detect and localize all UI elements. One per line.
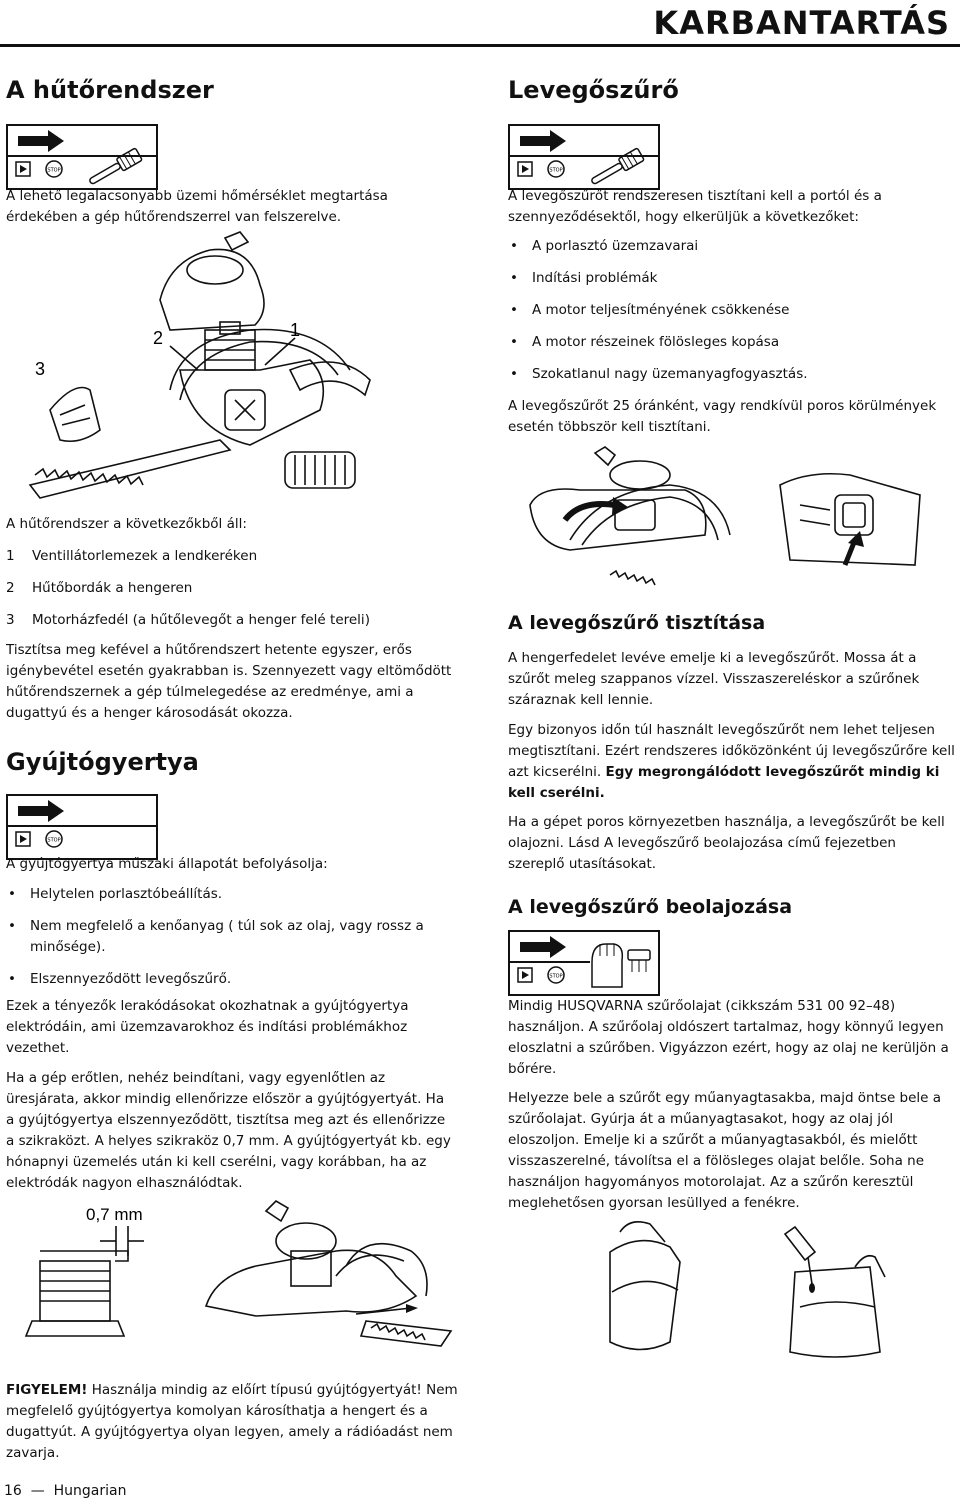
cooling-cleaning-text: Tisztítsa meg kefével a hűtőrendszert hetente egyszer, erős igénybevétel esetén gyakrabban is. Szennyezett vagy eltömődött hűtőrendszernek a gép túlmelegedése az eredménye, ami a dugattyú és a henger károsodását okozza. bbox=[6, 642, 452, 721]
air-filter-problems-list bbox=[508, 236, 948, 396]
oiling-text-1: Mindig HUSQVARNA szűrőolajat (cikkszám 531 00 92–48) használjon. A szűrőolaj oldószert tartalmaz, hogy könnyű legyen eloszlatni a szűrőben. Vigyázzon ezért, hogy az olaj ne kerüljön a bőrére. bbox=[508, 998, 949, 1077]
list-item: • Indítási problémák bbox=[508, 268, 948, 289]
stop-arrow-brush-icon bbox=[8, 126, 156, 188]
component-item: 3 Motorházfedél (a hűtőlevegőt a henger felé tereli) bbox=[6, 612, 370, 628]
svg-text:STOP: STOP bbox=[47, 167, 61, 174]
cooling-intro: A lehető legalacsonyabb üzemi hőmérséklet megtartása érdekében a gép hűtőrendszerrel van felszerelve. bbox=[6, 188, 388, 225]
spark-plug-factors-list bbox=[6, 884, 446, 1001]
cooling-consists-of: A hűtőrendszer a következőkből áll: bbox=[6, 516, 247, 532]
page-header-title: KARBANTARTÁS bbox=[653, 4, 950, 42]
figure-label-2: 2 bbox=[153, 328, 164, 348]
air-filter-interval-text: A levegőszűrőt 25 óránként, vagy rendkívül poros körülmények esetén többször kell tisztítani. bbox=[508, 398, 937, 435]
spark-plug-deposits-text: Ezek a tényezők lerakódásokat okozhatnak a gyújtógyertya elektródáin, ami üzemzavarokhoz és indítási problémákhoz vezethet. bbox=[6, 998, 409, 1056]
air-filter-removal-illustration bbox=[510, 445, 930, 595]
air-filter-cleaning-text-1: A hengerfedelet levéve emelje ki a levegőszűrőt. Mossa át a szűrőt meleg szappanos vízzel. Visszaszereléskor a szűrőnek száraznak kell lennie. bbox=[508, 650, 920, 708]
footer-dash: — bbox=[26, 1483, 50, 1499]
list-item: • A motor teljesítményének csökkenése bbox=[508, 300, 948, 321]
air-filter-intro: A levegőszűrőt rendszeresen tisztítani kell a portól és a szennyeződésektől, hogy elkerüljük a következőket: bbox=[508, 188, 882, 225]
oiling-symbol-box bbox=[508, 930, 660, 996]
component-item: 1 Ventillátorlemezek a lendkeréken bbox=[6, 548, 258, 564]
component-item: 2 Hűtőbordák a hengeren bbox=[6, 580, 193, 596]
list-item: • A motor részeinek fölösleges kopása bbox=[508, 332, 948, 353]
air-filter-cleaning-text-2 bbox=[508, 720, 956, 804]
stop-glove-brush-icon bbox=[510, 932, 658, 994]
svg-text:STOP: STOP bbox=[549, 167, 563, 174]
air-filter-heading: Levegőszűrő bbox=[508, 76, 679, 104]
warning-label: FIGYELEM! bbox=[6, 1382, 88, 1398]
cooling-system-heading: A hűtőrendszer bbox=[6, 76, 214, 104]
oiling-text-2: Helyezze bele a szűrőt egy műanyagtasakba, majd öntse bele a szűrőolajat. Gyúrja át a műanyagtasakot, hogy az olaj jól eloszoljon. Emelje ki a szűrőt a műanyagtasakból, és mielőtt visszaszerelné, távolítsa el a fölösleges olajat belőle. Soha ne használjon hagyományos motorolajat. Az a szűrőn keresztül meglehetősen gyorsan lesüllyed a fenékre. bbox=[508, 1090, 942, 1211]
figure-label-1: 1 bbox=[290, 320, 301, 340]
figure-label-3: 3 bbox=[35, 359, 46, 379]
warning-text: Használja mindig az előírt típusú gyújtógyertyát! Nem megfelelő gyújtógyertya komolyan károsíthatja a hengert és a dugattyút. A gyújtógyertya olyan legyen, amely a rádióadást nem zavarja. bbox=[6, 1382, 458, 1461]
svg-text:STOP: STOP bbox=[549, 973, 563, 980]
engine-cooling-illustration bbox=[20, 230, 420, 500]
page-number: 16 bbox=[4, 1483, 22, 1499]
air-filter-oiling-heading: A levegőszűrő beolajozása bbox=[508, 896, 793, 918]
spark-plug-gap-illustration bbox=[20, 1196, 180, 1346]
replace-warning-text: Egy megrongálódott levegőszűrőt mindig ki kell cserélni. bbox=[508, 764, 940, 801]
maintenance-symbol-box bbox=[6, 124, 158, 190]
list-item: • A porlasztó üzemzavarai bbox=[508, 236, 948, 257]
list-item: • Szokatlanul nagy üzemanyagfogyasztás. bbox=[508, 364, 948, 385]
page-footer bbox=[4, 1483, 126, 1499]
air-filter-oiling-note: Ha a gépet poros környezetben használja, a levegőszűrőt be kell olajozni. Lásd A levegőszűrő beolajozása című fejezetben szereplő utasításokat. bbox=[508, 814, 945, 872]
footer-language: Hungarian bbox=[53, 1483, 127, 1499]
stop-arrow-brush-icon bbox=[510, 126, 658, 188]
spark-plug-warning bbox=[6, 1380, 476, 1464]
header-rule bbox=[0, 44, 960, 47]
spark-plug-intro: A gyújtógyertya műszaki állapotát befolyásolja: bbox=[6, 856, 328, 872]
gap-label: 0,7 mm bbox=[86, 1205, 143, 1224]
replace-text: Egy bizonyos időn túl használt levegőszűrőt nem lehet teljesen megtisztítani. Ezért rendszeres időközönként új levegőszűrőre kell azt kicserélni. bbox=[508, 722, 955, 780]
spark-plug-symbol-box bbox=[6, 794, 158, 860]
air-filter-cleaning-heading: A levegőszűrő tisztítása bbox=[508, 612, 766, 634]
stop-arrow-icon bbox=[8, 796, 156, 858]
list-item: • Nem megfelelő a kenőanyag ( túl sok az olaj, vagy rossz a minősége). bbox=[6, 916, 446, 958]
cooling-components-list bbox=[6, 546, 446, 642]
air-filter-symbol-box bbox=[508, 124, 660, 190]
filter-oiling-bag-illustration bbox=[600, 1212, 900, 1362]
list-item: • Helytelen porlasztóbeállítás. bbox=[6, 884, 446, 905]
svg-text:STOP: STOP bbox=[47, 837, 61, 844]
list-item: • Elszennyeződött levegőszűrő. bbox=[6, 969, 446, 990]
spark-plug-heading: Gyújtógyertya bbox=[6, 748, 199, 776]
spark-plug-check-text: Ha a gép erőtlen, nehéz beindítani, vagy egyenlőtlen az üresjárata, akkor mindig ellenőrizze először a gyújtógyertyát. Ha a gyújtógyertya elszennyeződött, tisztítsa meg azt és ellenőrizze a szikraközt. A helyes szikraköz 0,7 mm. A gyújtógyertyát kb. egy hónapnyi üzemelés után ki kell cserélni, vagy korábban, ha az elektródák nagyon elhasználódtak. bbox=[6, 1070, 451, 1191]
spark-plug-location-illustration bbox=[196, 1196, 456, 1356]
